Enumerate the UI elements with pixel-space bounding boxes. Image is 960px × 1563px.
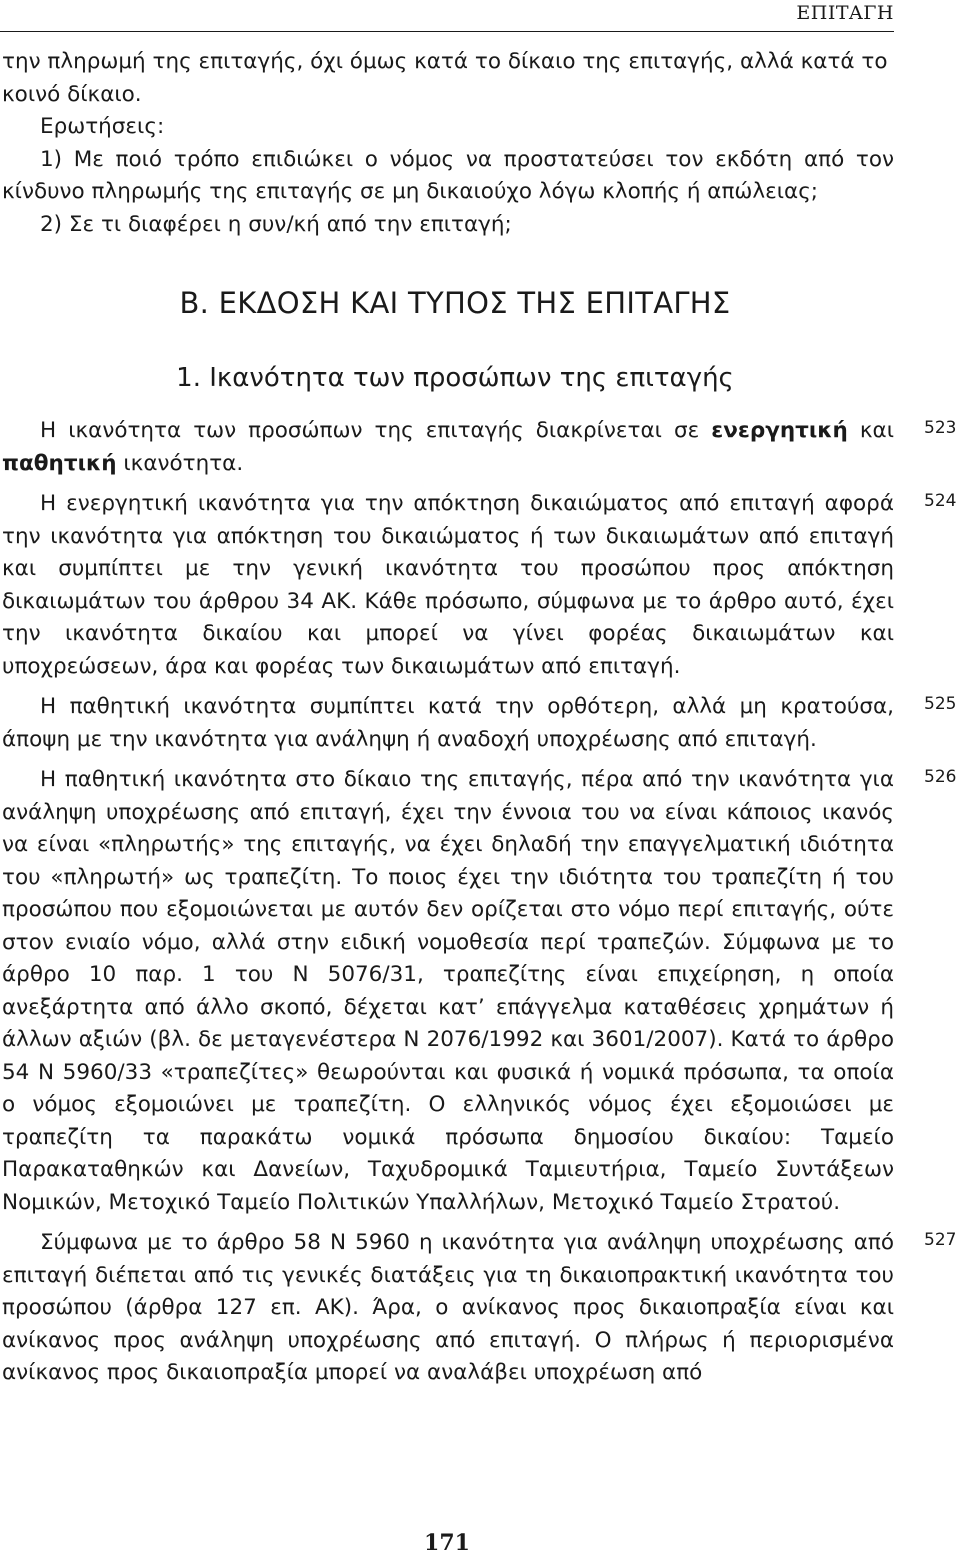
question-1: 1) Με ποιό τρόπο επιδιώκει ο νόμος να προστατεύσει τον εκδότη από τον κίνδυνο πληρωμής της επιταγής σε μη δικαιούχο λόγω κλοπής ή απώλειας; [2,146,894,204]
questions-heading: Ερωτήσεις: [40,114,165,139]
continued-line-2: κοινό δίκαιο. [2,81,142,107]
paragraph-text [2,415,894,480]
question-2: 2) Σε τι διαφέρει η συν/κή από την επιταγή; [40,211,512,237]
bold-term-active: ενεργητική [711,418,848,443]
margin-number: 525 [924,694,957,714]
section-title: Β. ΕΚΔΟΣΗ ΚΑΙ ΤΥΠΟΣ ΤΗΣ ΕΠΙΤΑΓΗΣ [179,286,731,320]
paragraph-text: Σύμφωνα με το άρθρο 58 Ν 5960 η ικανότητα για ανάληψη υποχρέωσης από επιταγή διέπεται από τις γενικές διατάξεις για τη δικαιοπρακτική ικανότητα του προσώπου (άρθρα 127 επ. ΑΚ). Άρα, ο ανίκανος προς δικαιοπραξία είναι και ανίκανος προς ανάληψη υποχρέωσης από επιταγή. Ο πλήρως ή περιορισμένα ανίκανος προς δικαιοπραξία μπορεί να αναλάβει υποχρέωση από [2,1230,894,1385]
paragraph-text: Η παθητική ικανότητα στο δίκαιο της επιταγής, πέρα από την ικανότητα για ανάληψη υποχρέωσης από επιταγή, έχει την έννοια του να είναι κάποιος ικανός να είναι «πληρωτής» της επιταγής, να έχει δηλαδή την επαγγελματική ιδιότητα του «πληρωτή» ως τραπεζίτη. Το ποιος έχει την ιδιότητα του τραπεζίτη ή του προσώπου που εξομοιώνεται με αυτόν δεν ορίζεται στο νόμο περί επιταγής, ούτε στον ενιαίο νόμο, αλλά στην ειδική νομοθεσία περί τραπεζών. Σύμφωνα με το άρθρο 10 παρ. 1 του Ν 5076/31, τραπεζίτης είναι επιχείρηση, η οποία ανεξάρτητα από άλλο σκοπό, δέχεται κατ’ επάγγελμα καταθέσεις χρημάτων ή άλλων αξιών (βλ. δε μεταγενέστερα Ν 2076/1992 και 3601/2007). Κατά το άρθρο 54 Ν 5960/33 «τραπεζίτες» θεωρούνται και φυσικά ή νομικά πρόσωπα, τα οποία ο νόμος εξομοιώνει με τραπεζίτη. Ο ελληνικός νόμος έχει εξομοιώσει με τραπεζίτη τα παρακάτω νομικά πρόσωπα δημοσίου δικαίου: Ταμείο Παρακαταθηκών και Δανείων, Ταχυδρομικά Ταμιευτήρια, Ταμείο Συντάξεων Νομικών, Μετοχικό Ταμείο Πολιτικών Υπαλλήλων, Μετοχικό Ταμείο Στρατού. [2,767,894,1215]
bold-term-passive: παθητική [2,450,117,476]
margin-number: 524 [924,491,957,511]
paragraph-523 [2,415,957,480]
margin-number: 526 [924,767,957,787]
page-content [2,46,957,1398]
paragraph-text: Η ενεργητική ικανότητα για την απόκτηση δικαιώματος από επιταγή αφορά την ικανότητα για απόκτηση του δικαιώματος ή των δικαιωμάτων από επιταγή και συμπίπτει με την γενική ικανότητα του προσώπου προς απόκτηση δικαιωμάτων του άρθρου 34 ΑΚ. Κάθε πρόσωπο, σύμφωνα με το άρθρο αυτό, έχει την ικανότητα δικαίου και μπορεί να γίνει φορέας δικαιωμάτων και υποχρεώσεων, άρα και φορέας των δικαιωμάτων από επιταγή. [2,491,894,679]
paragraph-text-part: ικανότητα. [116,450,244,476]
paragraph-525 [2,691,957,756]
paragraph-text-part: Η ικανότητα των προσώπων της επιταγής διακρίνεται σε [40,418,712,443]
header-rule [0,31,894,32]
paragraph-527 [2,1227,957,1390]
margin-number: 527 [924,1230,957,1250]
margin-number: 523 [924,418,957,438]
paragraph-text: Η παθητική ικανότητα συμπίπτει κατά την ορθότερη, αλλά μη κρατούσα, άποψη με την ικανότητα για ανάληψη ή αναδοχή υποχρέωσης από επιταγή. [2,694,894,752]
paragraph-526 [2,764,957,1219]
running-header-title: ΕΠΙΤΑΓΗ [796,2,894,24]
paragraph-524 [2,488,957,683]
continued-paragraph [2,46,894,111]
page-number: 171 [424,1530,470,1556]
paragraph-text-part: και [847,418,895,443]
continued-line-1: την πληρωμή της επιταγής, όχι όμως κατά το δίκαιο της επιταγής, αλλά κατά το [2,49,888,74]
subsection-title: 1. Ικανότητα των προσώπων της επιταγής [176,363,734,393]
